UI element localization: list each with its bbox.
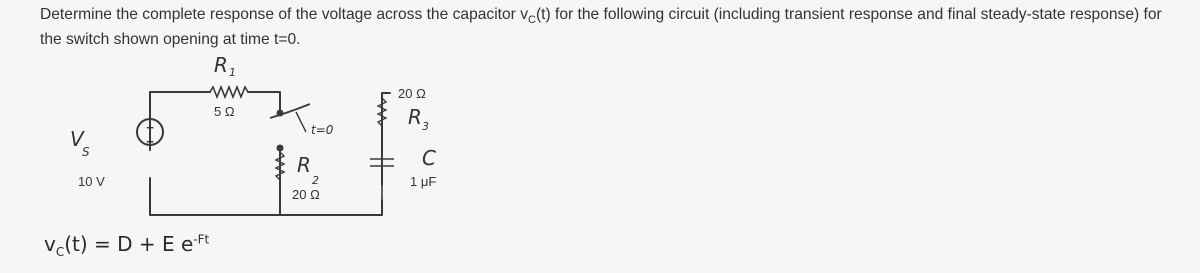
circuit-wires — [150, 92, 390, 215]
source-symbol: V — [70, 127, 84, 151]
problem-statement: Determine the complete response of the voltage across the capacitor $v_C(t)$ for the following circuit (including transient response and final steady-state response) for the switch shown opening at time t=0. — [40, 6, 1162, 49]
r1-name-sub: 1 — [229, 66, 236, 79]
r1-value: 5 Ω — [214, 104, 235, 119]
r2-value: 20 Ω — [292, 187, 320, 202]
r3-name: R — [408, 105, 422, 129]
source-minus-sign: − — [146, 134, 154, 149]
r3-value: 20 Ω — [398, 86, 426, 101]
switch-label: t=0 — [311, 123, 334, 137]
source-value: 10 V — [78, 174, 105, 189]
switch — [270, 104, 310, 152]
r2-name-sub: 2 — [312, 174, 319, 187]
resistor-r1 — [210, 87, 248, 97]
source-symbol-sub: S — [82, 145, 90, 159]
capacitor-name: C — [422, 146, 436, 170]
response-equation: $v_C(t) = D + E$ $e^{-Ft}$ — [44, 232, 210, 259]
r3-name-sub: 3 — [422, 120, 429, 133]
capacitor-value: 1 μF — [410, 174, 437, 189]
r1-name: R — [214, 53, 228, 77]
source-plus-sign: + — [146, 120, 154, 135]
r2-name: R — [297, 153, 311, 177]
voltage-source — [137, 119, 163, 149]
